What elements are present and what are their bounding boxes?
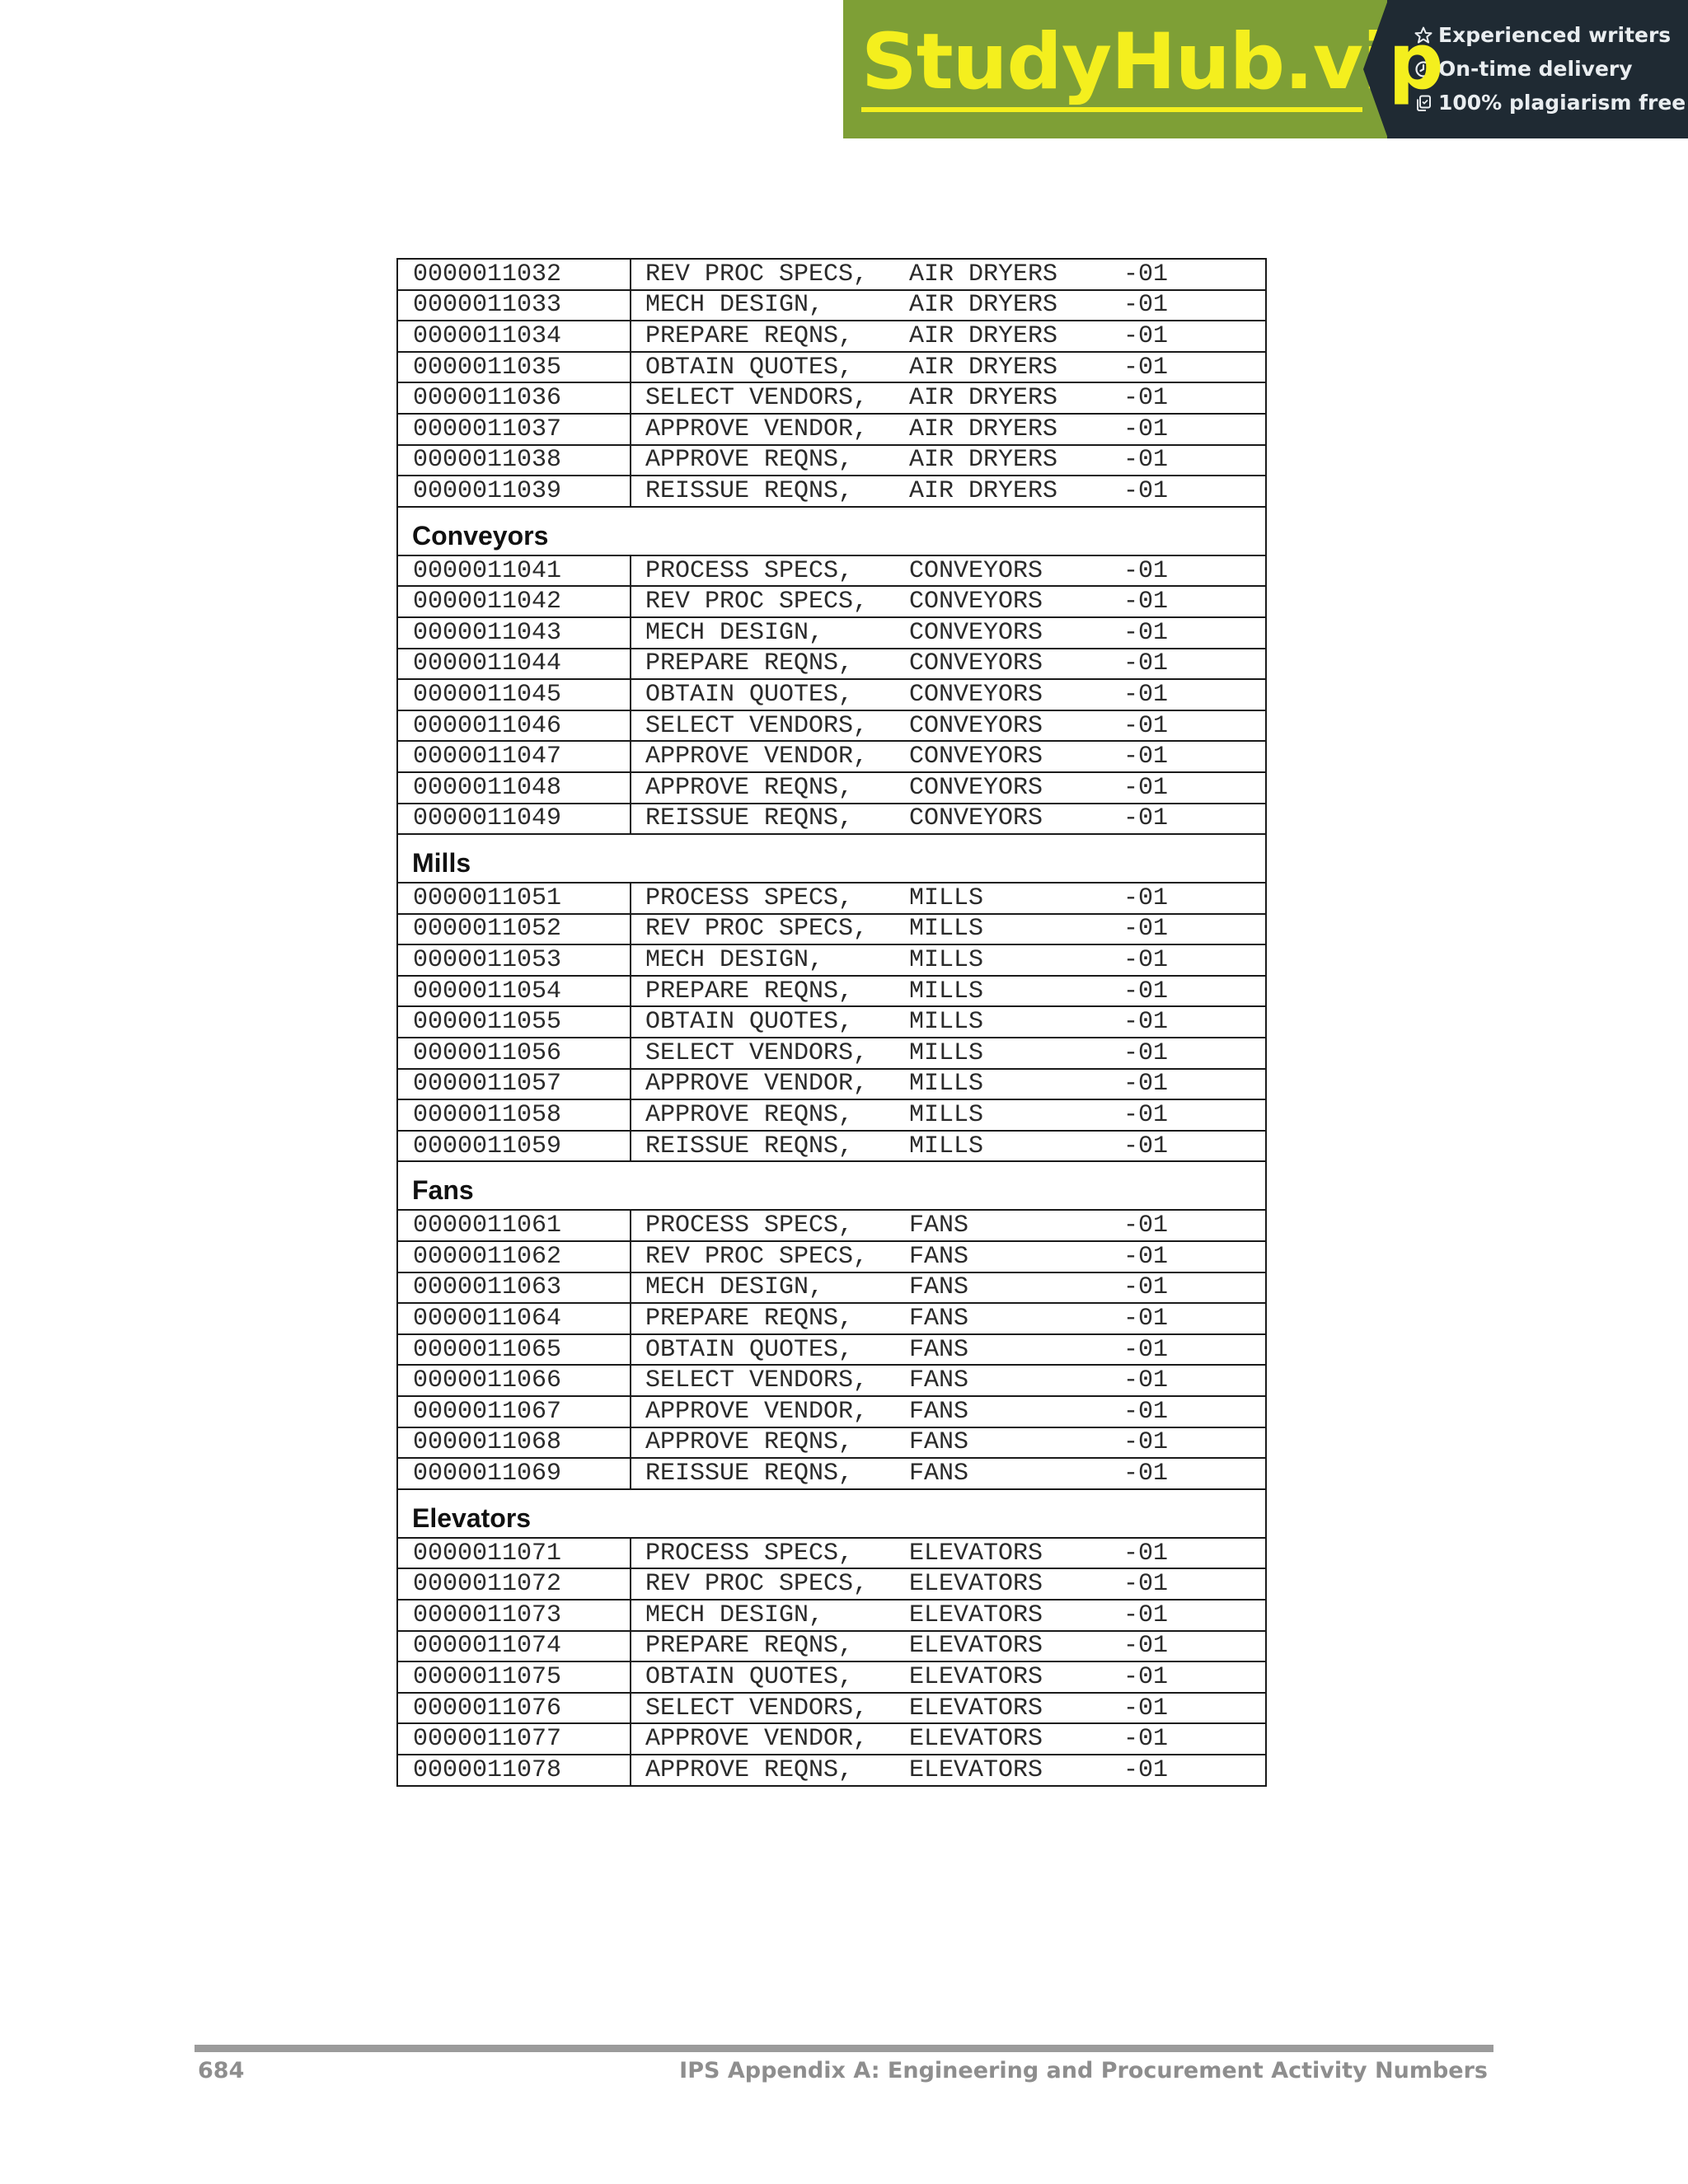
activity-description	[631, 1396, 1266, 1427]
activity-name: SELECT VENDORS,	[645, 1038, 869, 1067]
activity-name: REV PROC SPECS,	[645, 915, 869, 944]
activity-object: FANS	[909, 1242, 969, 1271]
activity-name: OBTAIN QUOTES,	[645, 1335, 854, 1364]
activity-code: 0000011056	[397, 1038, 631, 1069]
activity-object: FANS	[909, 1212, 969, 1240]
activity-suffix: -01	[1123, 1694, 1169, 1722]
activity-suffix: -01	[1123, 804, 1169, 833]
activity-suffix: -01	[1123, 711, 1169, 740]
feature-label: 100% plagiarism free	[1438, 91, 1686, 115]
activity-name: APPROVE REQNS,	[645, 773, 854, 802]
activity-object: CONVEYORS	[909, 804, 1043, 833]
activity-object: CONVEYORS	[909, 588, 1043, 616]
activity-object: MILLS	[909, 915, 984, 944]
activity-suffix: -01	[1123, 556, 1169, 585]
activity-name: SELECT VENDORS,	[645, 1694, 869, 1722]
activity-name: PREPARE REQNS,	[645, 1632, 854, 1661]
activity-object: AIR DRYERS	[909, 291, 1058, 320]
activity-suffix: -01	[1123, 680, 1169, 709]
table-row	[397, 1069, 1266, 1100]
activity-code: 0000011045	[397, 679, 631, 710]
activity-description	[631, 1241, 1266, 1272]
feature-label: Experienced writers	[1438, 23, 1672, 47]
activity-description	[631, 1661, 1266, 1693]
table-row	[397, 679, 1266, 710]
activity-description	[631, 710, 1266, 742]
activity-code: 0000011051	[397, 883, 631, 914]
activity-name: APPROVE REQNS,	[645, 446, 854, 475]
table-row	[397, 1458, 1266, 1489]
activity-name: APPROVE VENDOR,	[645, 1725, 869, 1754]
activity-suffix: -01	[1123, 977, 1169, 1005]
activity-code: 0000011075	[397, 1661, 631, 1693]
activity-code: 0000011071	[397, 1538, 631, 1569]
footer-rule	[195, 2045, 1493, 2052]
activity-suffix: -01	[1123, 1428, 1169, 1457]
activity-code: 0000011057	[397, 1069, 631, 1100]
table-row	[397, 617, 1266, 649]
activity-suffix: -01	[1123, 773, 1169, 802]
activity-suffix: -01	[1123, 1601, 1169, 1629]
activity-suffix: -01	[1123, 1101, 1169, 1130]
activity-object: MILLS	[909, 1101, 984, 1130]
activity-name: OBTAIN QUOTES,	[645, 1008, 854, 1037]
activity-object: MILLS	[909, 1008, 984, 1037]
table-row	[397, 1006, 1266, 1038]
table-row	[397, 290, 1266, 321]
activity-suffix: -01	[1123, 883, 1169, 912]
activity-name: MECH DESIGN,	[645, 291, 824, 320]
table-row	[397, 1693, 1266, 1724]
activity-code: 0000011035	[397, 352, 631, 383]
activity-suffix: -01	[1123, 1755, 1169, 1784]
activity-code: 0000011066	[397, 1365, 631, 1396]
activity-suffix: -01	[1123, 1008, 1169, 1037]
section-title: Conveyors	[397, 507, 1266, 555]
activity-description	[631, 586, 1266, 617]
table-row	[397, 710, 1266, 742]
activity-name: PREPARE REQNS,	[645, 1305, 854, 1333]
activity-description	[631, 1210, 1266, 1241]
table-row	[397, 586, 1266, 617]
activity-name: APPROVE REQNS,	[645, 1755, 854, 1784]
activity-name: PROCESS SPECS,	[645, 556, 854, 585]
activity-name: REISSUE REQNS,	[645, 1459, 854, 1488]
activity-name: REISSUE REQNS,	[645, 1132, 854, 1160]
activity-description	[631, 1038, 1266, 1069]
activity-name: APPROVE VENDOR,	[645, 1397, 869, 1426]
activity-suffix: -01	[1123, 260, 1169, 288]
activity-code: 0000011055	[397, 1006, 631, 1038]
table-row	[397, 382, 1266, 414]
activity-name: APPROVE REQNS,	[645, 1101, 854, 1130]
table-row	[397, 914, 1266, 945]
activity-object: ELEVATORS	[909, 1662, 1043, 1691]
activity-name: APPROVE VENDOR,	[645, 1070, 869, 1099]
activity-name: PROCESS SPECS,	[645, 1539, 854, 1568]
activity-code: 0000011059	[397, 1131, 631, 1162]
table-row	[397, 445, 1266, 476]
activity-name: REISSUE REQNS,	[645, 804, 854, 833]
activity-code: 0000011039	[397, 476, 631, 507]
activity-name: SELECT VENDORS,	[645, 711, 869, 740]
activity-name: SELECT VENDORS,	[645, 1366, 869, 1395]
section-header-row	[397, 834, 1266, 883]
table-row	[397, 1241, 1266, 1272]
activity-description	[631, 944, 1266, 976]
table-row	[397, 1365, 1266, 1396]
section-header-row	[397, 1161, 1266, 1210]
table-row	[397, 1099, 1266, 1131]
activity-description	[631, 1631, 1266, 1662]
activity-suffix: -01	[1123, 649, 1169, 678]
activity-name: REV PROC SPECS,	[645, 1242, 869, 1271]
activity-suffix: -01	[1123, 1212, 1169, 1240]
table-row	[397, 1131, 1266, 1162]
activity-object: CONVEYORS	[909, 773, 1043, 802]
table-row	[397, 883, 1266, 914]
table-row	[397, 772, 1266, 804]
activity-name: APPROVE VENDOR,	[645, 743, 869, 771]
activity-object: MILLS	[909, 1132, 984, 1160]
activity-description	[631, 1568, 1266, 1600]
activity-description	[631, 649, 1266, 680]
activity-description	[631, 1303, 1266, 1334]
activity-name: PREPARE REQNS,	[645, 649, 854, 678]
activity-object: FANS	[909, 1305, 969, 1333]
activity-name: MECH DESIGN,	[645, 1601, 824, 1629]
activity-suffix: -01	[1123, 1632, 1169, 1661]
activity-description	[631, 555, 1266, 587]
activity-code: 0000011062	[397, 1241, 631, 1272]
activity-object: FANS	[909, 1397, 969, 1426]
activity-code: 0000011043	[397, 617, 631, 649]
activity-name: MECH DESIGN,	[645, 946, 824, 975]
activity-suffix: -01	[1123, 321, 1169, 350]
activity-object: MILLS	[909, 883, 984, 912]
activity-code: 0000011034	[397, 321, 631, 352]
activity-object: ELEVATORS	[909, 1570, 1043, 1599]
activity-description	[631, 617, 1266, 649]
activity-code: 0000011041	[397, 555, 631, 587]
activity-object: FANS	[909, 1273, 969, 1302]
activity-code: 0000011036	[397, 382, 631, 414]
activity-name: SELECT VENDORS,	[645, 384, 869, 413]
activity-description	[631, 804, 1266, 835]
activity-code: 0000011046	[397, 710, 631, 742]
table-row	[397, 1272, 1266, 1304]
activity-description	[631, 679, 1266, 710]
activity-suffix: -01	[1123, 618, 1169, 647]
activity-name: REV PROC SPECS,	[645, 588, 869, 616]
table-row	[397, 1427, 1266, 1459]
activity-name: REV PROC SPECS,	[645, 260, 869, 288]
activity-code: 0000011042	[397, 586, 631, 617]
section-header-row	[397, 1489, 1266, 1538]
feature-experienced-writers	[1414, 18, 1688, 52]
activity-description	[631, 259, 1266, 290]
activity-description	[631, 1600, 1266, 1631]
activity-code: 0000011078	[397, 1755, 631, 1786]
section-title: Mills	[397, 834, 1266, 883]
activity-description	[631, 414, 1266, 445]
activity-description	[631, 741, 1266, 772]
feature-on-time-delivery	[1414, 52, 1688, 86]
activity-object: AIR DRYERS	[909, 321, 1058, 350]
activity-description	[631, 382, 1266, 414]
activity-object: ELEVATORS	[909, 1725, 1043, 1754]
activity-object: AIR DRYERS	[909, 476, 1058, 505]
activity-object: ELEVATORS	[909, 1632, 1043, 1661]
activity-suffix: -01	[1123, 1305, 1169, 1333]
activity-description	[631, 883, 1266, 914]
table-row	[397, 1038, 1266, 1069]
activity-description	[631, 1693, 1266, 1724]
activity-object: MILLS	[909, 977, 984, 1005]
activity-object: CONVEYORS	[909, 743, 1043, 771]
activity-suffix: -01	[1123, 1397, 1169, 1426]
logo-underline	[861, 107, 1362, 112]
table-row	[397, 1600, 1266, 1631]
activity-suffix: -01	[1123, 1070, 1169, 1099]
activity-code: 0000011037	[397, 414, 631, 445]
activity-object: AIR DRYERS	[909, 353, 1058, 382]
activity-code: 0000011044	[397, 649, 631, 680]
activity-suffix: -01	[1123, 446, 1169, 475]
activity-object: CONVEYORS	[909, 711, 1043, 740]
table-row	[397, 259, 1266, 290]
activity-suffix: -01	[1123, 291, 1169, 320]
activity-code: 0000011074	[397, 1631, 631, 1662]
activity-object: CONVEYORS	[909, 649, 1043, 678]
activity-object: AIR DRYERS	[909, 384, 1058, 413]
table-row	[397, 741, 1266, 772]
activity-name: PREPARE REQNS,	[645, 977, 854, 1005]
activity-description	[631, 352, 1266, 383]
activity-description	[631, 1272, 1266, 1304]
activity-object: CONVEYORS	[909, 618, 1043, 647]
activity-description	[631, 1538, 1266, 1569]
activity-suffix: -01	[1123, 353, 1169, 382]
activity-object: ELEVATORS	[909, 1755, 1043, 1784]
page-number: 684	[198, 2058, 245, 2083]
table-row	[397, 1631, 1266, 1662]
activity-name: PROCESS SPECS,	[645, 883, 854, 912]
activity-object: MILLS	[909, 1038, 984, 1067]
activity-suffix: -01	[1123, 1570, 1169, 1599]
activity-code: 0000011038	[397, 445, 631, 476]
activity-name: MECH DESIGN,	[645, 1273, 824, 1302]
activity-code: 0000011054	[397, 976, 631, 1007]
feature-label: On-time delivery	[1438, 57, 1633, 81]
activity-code: 0000011058	[397, 1099, 631, 1131]
activity-description	[631, 1334, 1266, 1366]
activity-description	[631, 1755, 1266, 1786]
footer-title: IPS Appendix A: Engineering and Procurement Activity Numbers	[679, 2058, 1488, 2083]
activity-object: MILLS	[909, 946, 984, 975]
activity-object: CONVEYORS	[909, 556, 1043, 585]
activity-description	[631, 1069, 1266, 1100]
activity-suffix: -01	[1123, 1132, 1169, 1160]
table-row	[397, 321, 1266, 352]
activity-suffix: -01	[1123, 476, 1169, 505]
studyhub-banner[interactable]	[843, 0, 1688, 138]
activity-code: 0000011033	[397, 290, 631, 321]
activity-suffix: -01	[1123, 1725, 1169, 1754]
feature-plagiarism-free	[1414, 86, 1688, 120]
activity-description	[631, 290, 1266, 321]
activity-code: 0000011076	[397, 1693, 631, 1724]
table-row	[397, 944, 1266, 976]
activity-name: REV PROC SPECS,	[645, 1570, 869, 1599]
activity-description	[631, 1365, 1266, 1396]
activity-object: MILLS	[909, 1070, 984, 1099]
activity-object: AIR DRYERS	[909, 446, 1058, 475]
table-row	[397, 1334, 1266, 1366]
studyhub-logo[interactable]	[843, 0, 1443, 138]
activity-suffix: -01	[1123, 946, 1169, 975]
activity-table	[396, 258, 1267, 1787]
activity-name: APPROVE VENDOR,	[645, 415, 869, 443]
table-row	[397, 1568, 1266, 1600]
activity-suffix: -01	[1123, 1273, 1169, 1302]
section-title: Elevators	[397, 1489, 1266, 1538]
section-title: Fans	[397, 1161, 1266, 1210]
activity-suffix: -01	[1123, 915, 1169, 944]
table-row	[397, 976, 1266, 1007]
table-row	[397, 1210, 1266, 1241]
activity-object: AIR DRYERS	[909, 415, 1058, 443]
activity-name: MECH DESIGN,	[645, 618, 824, 647]
activity-suffix: -01	[1123, 415, 1169, 443]
activity-suffix: -01	[1123, 384, 1169, 413]
activity-suffix: -01	[1123, 743, 1169, 771]
activity-code: 0000011061	[397, 1210, 631, 1241]
activity-code: 0000011067	[397, 1396, 631, 1427]
activity-object: FANS	[909, 1428, 969, 1457]
activity-code: 0000011068	[397, 1427, 631, 1459]
activity-description	[631, 1006, 1266, 1038]
activity-suffix: -01	[1123, 1335, 1169, 1364]
activity-name: PROCESS SPECS,	[645, 1212, 854, 1240]
table-row	[397, 1723, 1266, 1755]
activity-code: 0000011047	[397, 741, 631, 772]
activity-description	[631, 914, 1266, 945]
activity-code: 0000011052	[397, 914, 631, 945]
table-row	[397, 476, 1266, 507]
activity-description	[631, 1723, 1266, 1755]
table-row	[397, 414, 1266, 445]
logo-text: StudyHub.vip	[861, 17, 1443, 107]
activity-name: PREPARE REQNS,	[645, 321, 854, 350]
table-row	[397, 1303, 1266, 1334]
activity-description	[631, 1427, 1266, 1459]
activity-name: OBTAIN QUOTES,	[645, 1662, 854, 1691]
activity-suffix: -01	[1123, 1459, 1169, 1488]
activity-description	[631, 1099, 1266, 1131]
table-row	[397, 649, 1266, 680]
activity-code: 0000011072	[397, 1568, 631, 1600]
table-row	[397, 804, 1266, 835]
activity-object: ELEVATORS	[909, 1601, 1043, 1629]
activity-name: OBTAIN QUOTES,	[645, 680, 854, 709]
activity-suffix: -01	[1123, 1242, 1169, 1271]
activity-table-body	[397, 259, 1266, 1786]
activity-name: APPROVE REQNS,	[645, 1428, 854, 1457]
activity-name: REISSUE REQNS,	[645, 476, 854, 505]
activity-description	[631, 321, 1266, 352]
activity-code: 0000011049	[397, 804, 631, 835]
table-row	[397, 1755, 1266, 1786]
activity-description	[631, 1458, 1266, 1489]
activity-code: 0000011073	[397, 1600, 631, 1631]
activity-object: FANS	[909, 1366, 969, 1395]
activity-suffix: -01	[1123, 1539, 1169, 1568]
activity-description	[631, 772, 1266, 804]
activity-object: ELEVATORS	[909, 1539, 1043, 1568]
activity-description	[631, 445, 1266, 476]
activity-suffix: -01	[1123, 1662, 1169, 1691]
section-header-row	[397, 507, 1266, 555]
table-row	[397, 1661, 1266, 1693]
activity-code: 0000011063	[397, 1272, 631, 1304]
activity-description	[631, 976, 1266, 1007]
activity-name: OBTAIN QUOTES,	[645, 353, 854, 382]
activity-object: CONVEYORS	[909, 680, 1043, 709]
activity-code: 0000011069	[397, 1458, 631, 1489]
table-row	[397, 1538, 1266, 1569]
activity-code: 0000011053	[397, 944, 631, 976]
activity-description	[631, 476, 1266, 507]
table-row	[397, 352, 1266, 383]
activity-suffix: -01	[1123, 1038, 1169, 1067]
activity-code: 0000011065	[397, 1334, 631, 1366]
activity-suffix: -01	[1123, 1366, 1169, 1395]
activity-code: 0000011048	[397, 772, 631, 804]
activity-code: 0000011032	[397, 259, 631, 290]
activity-code: 0000011064	[397, 1303, 631, 1334]
activity-object: FANS	[909, 1459, 969, 1488]
activity-suffix: -01	[1123, 588, 1169, 616]
activity-object: ELEVATORS	[909, 1694, 1043, 1722]
activity-object: AIR DRYERS	[909, 260, 1058, 288]
activity-object: FANS	[909, 1335, 969, 1364]
activity-code: 0000011077	[397, 1723, 631, 1755]
table-row	[397, 1396, 1266, 1427]
table-row	[397, 555, 1266, 587]
activity-description	[631, 1131, 1266, 1162]
